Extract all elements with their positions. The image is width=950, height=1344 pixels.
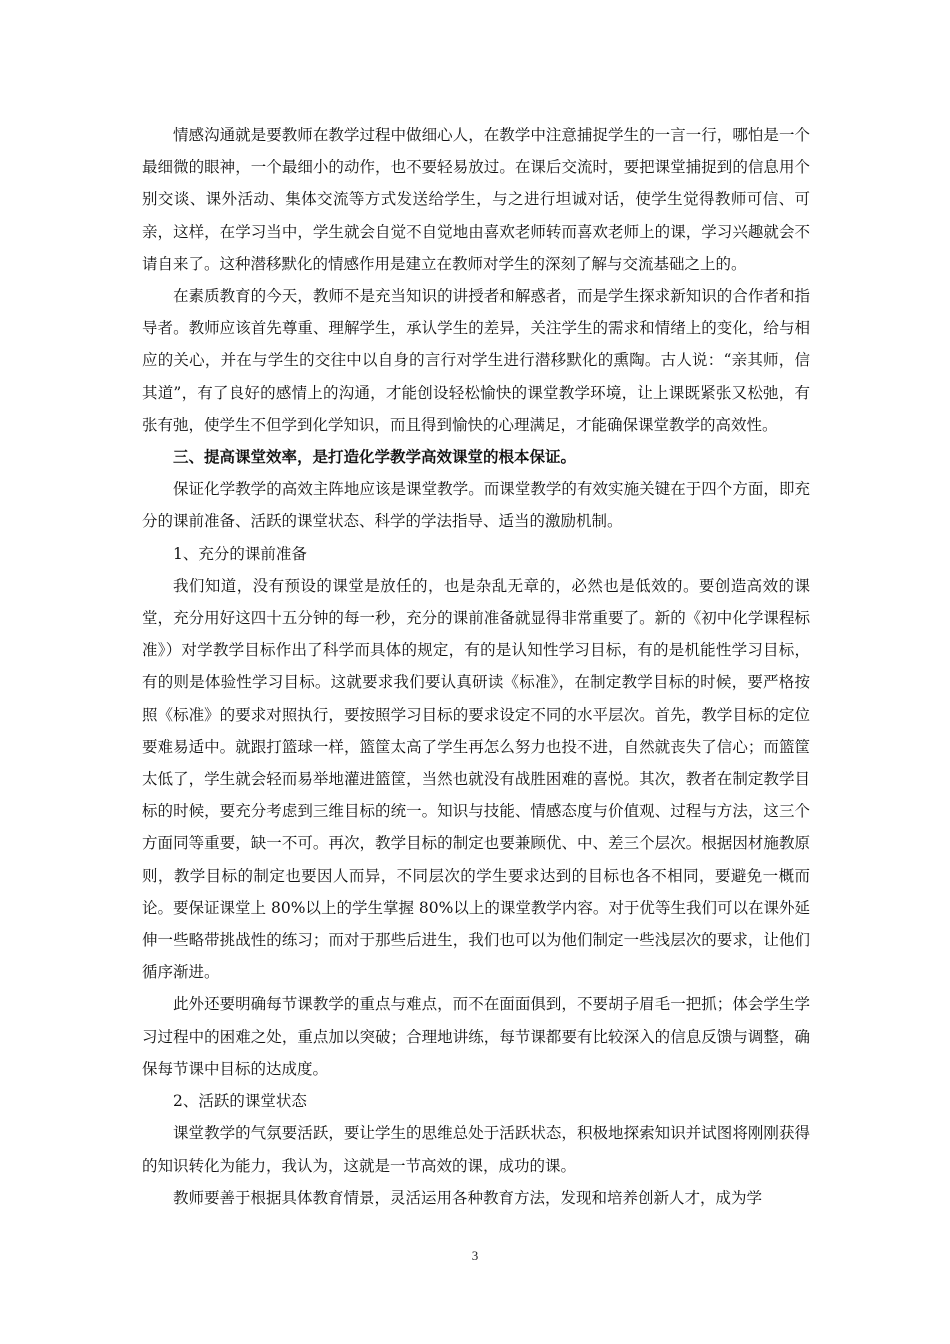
- paragraph-classroom-efficiency: 保证化学教学的高效主阵地应该是课堂教学。而课堂教学的有效实施关键在于四个方面，即充分的课前准备、活跃的课堂状态、科学的学法指导、适当的激励机制。: [142, 480, 810, 531]
- paragraph-preparation-details: 我们知道，没有预设的课堂是放任的，也是杂乱无章的，必然也是低效的。要创造高效的课堂，充分用好这四十五分钟的每一秒，充分的课前准备就显得非常重要了。新的《初中化学课程标准》）对学教学目标作出了科学而具体的规定，有的是认知性学习目标，有的是机能性学习目标，有的则是体验性学习目标。这就要求我们要认真研读《标准》，在制定教学目标的时候，要严格按照《标准》的要求对照执行，要按照学习目标的要求设定不同的水平层次。首先，教学目标的定位要难易适中。就跟打篮球一样，篮筐太高了学生再怎么努力也投不进，自然就丧失了信心；而篮筐太低了，学生就会轻而易举地灌进篮筐，当然也就没有战胜困难的喜悦。其次，教者在制定教学目标的时候，要充分考虑到三维目标的统一。知识与技能、情感态度与价值观、过程与方法，这三个方面同等重要，缺一不可。再次，教学目标的制定也要兼顾优、中、差三个层次。根据因材施教原则，教学目标的制定也要因人而异，不同层次的学生要求达到的目标也各不相同，要避免一概而论。要保证课堂上 80%以上的学生掌握 80%以上的课堂教学内容。对于优等生我们可以在课外延伸一些略带挑战性的练习；而对于那些后进生，我们也可以为他们制定一些浅层次的要求，让他们循序渐进。: [142, 576, 810, 982]
- subheading-preparation: 1、充分的课前准备: [173, 544, 307, 563]
- document-body: [142, 119, 810, 1214]
- subheading-active-classroom: 2、活跃的课堂状态: [173, 1092, 307, 1111]
- section-heading-three: 三、提高课堂效率，是打造化学教学高效课堂的根本保证。: [173, 447, 577, 467]
- paragraph-quality-education: 在素质教育的今天，教师不是充当知识的讲授者和解惑者，而是学生探求新知识的合作者和指导者。教师应该首先尊重、理解学生，承认学生的差异，关注学生的需求和情绪上的变化，给与相应的关心，并在与学生的交往中以自身的言行对学生进行潜移默化的熏陶。古人说：“亲其师，信其道”，有了良好的感情上的沟通，才能创设轻松愉快的课堂教学环境，让上课既紧张又松弛，有张有弛，使学生不但学到化学知识，而且得到愉快的心理满足，才能确保课堂教学的高效性。: [142, 287, 810, 434]
- page-number: 3: [471, 1248, 479, 1263]
- paragraph-emotional-communication: 情感沟通就是要教师在教学过程中做细心人，在教学中注意捕捉学生的一言一行，哪怕是一个最细微的眼神，一个最细小的动作，也不要轻易放过。在课后交流时，要把课堂捕捉到的信息用个别交谈、课外活动、集体交流等方式发送给学生，与之进行坦诚对话，使学生觉得教师可信、可亲，这样，在学习当中，学生就会自觉不自觉地由喜欢老师转而喜欢老师上的课，学习兴趣就会不请自来了。这种潜移默化的情感作用是建立在教师对学生的深刻了解与交流基础之上的。: [142, 126, 810, 273]
- paragraph-active-atmosphere: 课堂教学的气氛要活跃，要让学生的思维总处于活跃状态，积极地探索知识并试图将刚刚获得的知识转化为能力，我认为，这就是一节高效的课，成功的课。: [142, 1124, 810, 1175]
- paragraph-teaching-methods: 教师要善于根据具体教育情景，灵活运用各种教育方法，发现和培养创新人才，成为学: [173, 1188, 763, 1207]
- paragraph-key-points: 此外还要明确每节课教学的重点与难点，而不在面面俱到，不要胡子眉毛一把抓；体会学生学习过程中的困难之处，重点加以突破；合理地讲练，每节课都要有比较深入的信息反馈与调整，确保每节课中目标的达成度。: [142, 995, 810, 1078]
